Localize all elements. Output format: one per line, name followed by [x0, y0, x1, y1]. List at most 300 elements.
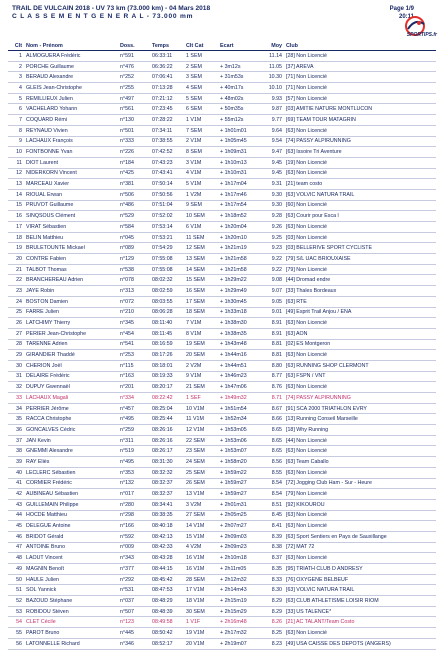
cell-time: 08:20:17 [152, 384, 173, 391]
cell-gap: + 1h20m10 [220, 234, 247, 241]
cell-speed: 11.05 [269, 63, 282, 70]
cell-name: RIOUAL Erwan [26, 191, 63, 198]
cell-name: PERRIER Jérôme [26, 405, 69, 412]
cell-rank: 13 [16, 181, 22, 188]
cell-bib: n°255 [120, 84, 134, 91]
cell-cat-rank: 8 SEM [186, 149, 202, 156]
cell-gap: + 2h14m43 [220, 587, 247, 594]
cell-gap: + 1h44m51 [220, 362, 247, 369]
cell-rank: 12 [16, 170, 22, 177]
cell-rank: 25 [16, 309, 22, 316]
cell-cat-rank: 3 SEM [186, 74, 202, 81]
cell-name: PORCHE Guillaume [26, 63, 74, 70]
cell-club: [13] Running Conseil Marseille [286, 416, 358, 423]
cell-name: BAZOUD Stéphane [26, 597, 73, 604]
cell-time: 08:03:55 [152, 298, 173, 305]
cell-cat-rank: 15 V1M [186, 533, 205, 540]
cell-bib: n°541 [120, 341, 134, 348]
cell-time: 08:40:18 [152, 523, 173, 530]
cell-name: PERIER Jean-Christophe [26, 330, 87, 337]
cell-cat-rank: 13 SEM [186, 255, 205, 262]
cell-club: [03] AMITIE NATURE MONTLUCON [286, 106, 373, 113]
cell-cat-rank: 17 SEM [186, 298, 205, 305]
table-row [8, 532, 436, 543]
cell-bib: n°089 [120, 245, 134, 252]
cell-gap: + 1h17m04 [220, 181, 247, 188]
cell-bib: n°166 [120, 523, 134, 530]
table-row [8, 190, 436, 201]
cell-speed: 8.41 [271, 523, 282, 530]
cell-gap: + 2h07m27 [220, 523, 247, 530]
cell-time: 08:02:59 [152, 287, 173, 294]
cell-rank: 33 [16, 394, 22, 401]
cell-cat-rank: 14 SEM [186, 266, 205, 273]
cell-cat-rank: 1 SEM [186, 52, 202, 59]
cell-time: 07:50:14 [152, 181, 173, 188]
cell-time: 08:19:33 [152, 373, 173, 380]
cell-time: 08:34:41 [152, 501, 173, 508]
cell-gap: + 2h15m29 [220, 608, 247, 615]
cell-club: [63] VOLVIC NATURA TRAIL [286, 191, 355, 198]
cell-rank: 3 [19, 74, 22, 81]
table-row [8, 233, 436, 244]
cell-rank: 42 [16, 491, 22, 498]
cell-bib: n°454 [120, 330, 134, 337]
cell-bib: n°507 [120, 608, 134, 615]
cell-rank: 30 [16, 362, 22, 369]
cell-club: [79] S/L UAC BRIOUXAISE [286, 255, 351, 262]
cell-club: [63] FSPN / VNT [286, 373, 326, 380]
cell-rank: 31 [16, 373, 22, 380]
table-row [8, 404, 436, 415]
cell-club: [74] PASSY ALPIRUNNING [286, 138, 351, 145]
cell-club: [28] Non Licencié [286, 52, 327, 59]
cell-time: 08:18:01 [152, 362, 173, 369]
cell-bib: n°592 [120, 533, 134, 540]
cell-club: [95] TRIATH CLUB D ANDRESY [286, 565, 363, 572]
cell-gap: + 1h38m30 [220, 320, 247, 327]
cell-gap: + 1h17m54 [220, 202, 247, 209]
cell-bib: n°072 [120, 298, 134, 305]
cell-bib: n°425 [120, 170, 134, 177]
cell-rank: 55 [16, 629, 22, 636]
cell-speed: 9.77 [271, 116, 282, 123]
cell-speed: 8.91 [271, 330, 282, 337]
cell-speed: 8.81 [271, 352, 282, 359]
cell-cat-rank: 7 SEM [186, 127, 202, 134]
cell-gap: + 1h59m22 [220, 469, 247, 476]
cell-rank: 9 [19, 138, 22, 145]
cell-gap: + 1h53m07 [220, 448, 247, 455]
cell-time: 08:45:42 [152, 576, 173, 583]
cell-gap: + 1h10m13 [220, 159, 247, 166]
cell-gap: + 1h59m27 [220, 480, 247, 487]
cell-bib: n°045 [120, 234, 134, 241]
cell-club: [74] PASSY ALPIRUNNING [286, 394, 351, 401]
cell-gap: + 2h12m32 [220, 576, 247, 583]
cell-gap: + 2h05m25 [220, 512, 247, 519]
cell-time: 08:32:37 [152, 480, 173, 487]
cell-cat-rank: 11 SEM [186, 234, 205, 241]
cell-gap: + 1h33m18 [220, 309, 247, 316]
cell-gap: + 1h09m31 [220, 149, 247, 156]
table-row [8, 361, 436, 372]
cell-rank: 29 [16, 352, 22, 359]
cell-gap: + 55m12s [220, 116, 244, 123]
cell-cat-rank: 24 SEM [186, 458, 205, 465]
cell-rank: 16 [16, 213, 22, 220]
cell-name: NIDERKORN Vincent [26, 170, 77, 177]
cell-name: BERAUD Alexandre [26, 74, 74, 81]
cell-club: [18] Why Running [286, 426, 329, 433]
cell-club: [63] Sport Sentiers en Pays de Sauxillange [286, 533, 387, 540]
cell-cat-rank: 1 V1M [186, 116, 202, 123]
cell-time: 08:16:59 [152, 341, 173, 348]
cell-speed: 9.93 [271, 95, 282, 102]
cell-name: VIRAT Sébastien [26, 223, 67, 230]
cell-rank: 27 [16, 330, 22, 337]
cell-name: RAY Eliès [26, 458, 50, 465]
cell-name: REMILLIEUX Julien [26, 95, 73, 102]
cell-speed: 9.22 [271, 266, 282, 273]
cell-time: 08:49:58 [152, 619, 173, 626]
cell-speed: 9.30 [271, 191, 282, 198]
table-row [8, 596, 436, 607]
cell-club: [33] US TALENCE* [286, 608, 332, 615]
cell-gap: + 1h01m01 [220, 127, 247, 134]
table-row [8, 275, 436, 286]
cell-time: 07:43:41 [152, 170, 173, 177]
cell-speed: 8.54 [271, 491, 282, 498]
cell-cat-rank: 19 V1M [186, 629, 205, 636]
cell-speed: 8.30 [271, 587, 282, 594]
cell-rank: 14 [16, 191, 22, 198]
cell-time: 07:55:08 [152, 255, 173, 262]
cell-bib: n°129 [120, 255, 134, 262]
table-row [8, 62, 436, 73]
cell-time: 07:28:22 [152, 116, 173, 123]
cell-bib: n°377 [120, 565, 134, 572]
cell-gap: + 1h52m34 [220, 416, 247, 423]
cell-cat-rank: 2 SEM [186, 63, 202, 70]
cell-speed: 9.45 [271, 159, 282, 166]
cell-name: CONTRE Fabien [26, 255, 67, 262]
table-row [8, 222, 436, 233]
cell-time: 07:13:28 [152, 84, 173, 91]
table-row [8, 372, 436, 383]
results-table [8, 41, 436, 650]
cell-speed: 11.14 [269, 52, 282, 59]
cell-name: GONCALVES Cédric [26, 426, 76, 433]
table-row [8, 543, 436, 554]
cell-speed: 8.38 [271, 544, 282, 551]
cell-cat-rank: 1 V1F [186, 619, 201, 626]
cell-gap: + 2h11m05 [220, 565, 247, 572]
cell-club: [63] Non Licencié [286, 512, 327, 519]
table-row [8, 147, 436, 158]
cell-club: [79] Non Licencié [286, 266, 327, 273]
table-row [8, 575, 436, 586]
cell-cat-rank: 2 V2M [186, 362, 202, 369]
cell-time: 08:43:28 [152, 555, 173, 562]
cell-bib: n°115 [120, 362, 134, 369]
cell-name: PAROT Bruno [26, 629, 60, 636]
cell-rank: 46 [16, 533, 22, 540]
cell-club: [72] MAT 72 [286, 544, 315, 551]
cell-club: [02] ES Montgeron [286, 341, 331, 348]
cell-rank: 26 [16, 320, 22, 327]
cell-cat-rank: 4 V1M [186, 170, 202, 177]
cell-rank: 45 [16, 523, 22, 530]
table-row [8, 297, 436, 308]
table-row [8, 585, 436, 596]
cell-bib: n°253 [120, 352, 134, 359]
cell-rank: 56 [16, 640, 22, 647]
cell-bib: n°584 [120, 223, 134, 230]
cell-rank: 8 [19, 127, 22, 134]
table-row [8, 414, 436, 425]
cell-club: [63] AON [286, 330, 308, 337]
table-row [8, 169, 436, 180]
cell-speed: 8.54 [271, 480, 282, 487]
table-row [8, 179, 436, 190]
cell-speed: 8.35 [271, 565, 282, 572]
report-header [12, 5, 210, 21]
table-row [8, 553, 436, 564]
cell-club: [60] Non Licencié [286, 202, 327, 209]
cell-name: LAOUT Vincent [26, 555, 63, 562]
cell-time: 08:44:15 [152, 565, 173, 572]
cell-speed: 9.87 [271, 106, 282, 113]
cell-club: [19] Non Licencié [286, 159, 327, 166]
table-row [8, 201, 436, 212]
table-row [8, 564, 436, 575]
cell-name: DUPUY Gwennaël [26, 384, 70, 391]
cell-name: FONTBONNE Yvan [26, 149, 73, 156]
cell-rank: 35 [16, 416, 22, 423]
cell-cat-rank: 21 SEM [186, 384, 205, 391]
cell-time: 08:52:17 [152, 640, 173, 647]
cell-rank: 47 [16, 544, 22, 551]
cell-bib: n°132 [120, 480, 134, 487]
cell-gap: + 1h43m48 [220, 341, 247, 348]
cell-club: [76] OXYGENE BELBEUF [286, 576, 349, 583]
cell-bib: n°259 [120, 426, 134, 433]
cell-cat-rank: 5 V1M [186, 181, 202, 188]
cell-speed: 9.47 [271, 149, 282, 156]
cell-rank: 54 [16, 619, 22, 626]
cell-time: 08:22:42 [152, 394, 173, 401]
table-row [8, 104, 436, 115]
cell-club: [63] Non Licencié [286, 170, 327, 177]
cell-name: LACHAUX François [26, 138, 73, 145]
cell-time: 07:34:11 [152, 127, 173, 134]
cell-rank: 23 [16, 287, 22, 294]
cell-cat-rank: 28 SEM [186, 576, 205, 583]
cell-gap: + 1h20m04 [220, 223, 247, 230]
cell-time: 08:32:32 [152, 469, 173, 476]
cell-name: BRANCHEREAU Adrien [26, 277, 84, 284]
cell-rank: 38 [16, 448, 22, 455]
cell-name: CLET Cécile [26, 619, 56, 626]
cell-rank: 44 [16, 512, 22, 519]
cell-rank: 2 [19, 63, 22, 70]
cell-cat-rank: 26 SEM [186, 480, 205, 487]
cell-speed: 8.56 [271, 458, 282, 465]
cell-time: 08:06:28 [152, 309, 173, 316]
cell-cat-rank: 23 SEM [186, 448, 205, 455]
cell-speed: 8.29 [271, 608, 282, 615]
cell-time: 08:48:39 [152, 608, 173, 615]
cell-bib: n°495 [120, 416, 134, 423]
cell-speed: 9.54 [271, 138, 282, 145]
cell-gap: + 1h44m16 [220, 352, 247, 359]
cell-speed: 8.77 [271, 373, 282, 380]
cell-cat-rank: 6 V1M [186, 223, 202, 230]
cell-bib: n°078 [120, 277, 134, 284]
table-row [8, 243, 436, 254]
cell-rank: 11 [16, 159, 22, 166]
cell-cat-rank: 3 V2M [186, 501, 202, 508]
cell-speed: 8.26 [271, 619, 282, 626]
cell-name: GNEMMI Alexandre [26, 448, 73, 455]
cell-club: [63] Non Licencié [286, 629, 327, 636]
cell-cat-rank: 22 SEM [186, 437, 205, 444]
table-row [8, 511, 436, 522]
cell-speed: 8.39 [271, 533, 282, 540]
cell-bib: n°017 [120, 491, 134, 498]
cell-rank: 37 [16, 437, 22, 444]
cell-rank: 49 [16, 565, 22, 572]
cell-club: [03] BELLERIVE SPORT CYCLISTE [286, 245, 373, 252]
cell-gap: + 1h05m45 [220, 138, 247, 145]
cell-bib: n°343 [120, 555, 134, 562]
cell-cat-rank: 14 V1M [186, 523, 205, 530]
cell-bib: n°519 [120, 448, 134, 455]
cell-bib: n°457 [120, 405, 134, 412]
logo-text: SPORTIPS.fr [406, 32, 437, 38]
cell-name: GLEIS Jean-Christophe [26, 84, 82, 91]
cell-rank: 10 [16, 149, 22, 156]
cell-rank: 5 [19, 95, 22, 102]
cell-gap: + 2h01m31 [220, 501, 247, 508]
cell-rank: 7 [19, 116, 22, 123]
cell-bib: n°311 [120, 437, 134, 444]
cell-cat-rank: 12 V1M [186, 426, 205, 433]
cell-bib: n°210 [120, 309, 134, 316]
cell-cat-rank: 1 SEF [186, 394, 201, 401]
cell-cat-rank: 8 V1M [186, 330, 202, 337]
cell-gap: + 1h58m20 [220, 458, 247, 465]
cell-time: 07:54:29 [152, 245, 173, 252]
cell-club: [63] Non Licencié [286, 352, 327, 359]
cell-rank: 18 [16, 234, 22, 241]
ranking-subtitle: C L A S S E M E N T G E N E R A L - 73.000 mm [12, 13, 194, 20]
cell-bib: n°130 [120, 116, 134, 123]
table-row [8, 628, 436, 639]
cell-rank: 24 [16, 298, 22, 305]
cell-speed: 8.65 [271, 448, 282, 455]
cell-club: [63] Courir pour Esca l [286, 213, 339, 220]
cell-name: MARCEAU Xavier [26, 181, 69, 188]
cell-speed: 9.31 [271, 181, 282, 188]
cell-name: BELIN Matthieu [26, 234, 64, 241]
cell-speed: 8.67 [271, 405, 282, 412]
table-row [8, 318, 436, 329]
cell-bib: n°009 [120, 544, 134, 551]
cell-time: 07:51:04 [152, 202, 173, 209]
table-row [8, 308, 436, 319]
cell-time: 08:47:53 [152, 587, 173, 594]
cell-speed: 8.65 [271, 426, 282, 433]
cell-cat-rank: 10 SEM [186, 213, 205, 220]
table-row [8, 51, 436, 62]
cell-gap: + 1h29m22 [220, 277, 247, 284]
cell-gap: + 1h30m45 [220, 298, 247, 305]
cell-name: LATCHIMY Thierry [26, 320, 71, 327]
cell-speed: 8.76 [271, 384, 282, 391]
cell-gap: + 2h09m23 [220, 544, 247, 551]
table-row [8, 137, 436, 148]
cell-name: REYNAUD Vivien [26, 127, 68, 134]
table-row [8, 350, 436, 361]
cell-time: 07:06:41 [152, 74, 173, 81]
table-row [8, 489, 436, 500]
table-row [8, 340, 436, 351]
cell-speed: 8.66 [271, 416, 282, 423]
cell-speed: 9.25 [271, 234, 282, 241]
cell-bib: n°334 [120, 394, 134, 401]
table-row [8, 329, 436, 340]
table-header [8, 41, 436, 51]
cell-bib: n°333 [120, 138, 134, 145]
cell-bib: n°123 [120, 619, 134, 626]
cell-gap: + 1h51m54 [220, 405, 247, 412]
cell-gap: + 2h16m48 [220, 619, 247, 626]
print-time: 20:11 [398, 14, 414, 20]
cell-time: 07:21:12 [152, 95, 173, 102]
cell-club: [63] Non Licencié [286, 127, 327, 134]
cell-speed: 9.26 [271, 223, 282, 230]
cell-speed: 8.51 [271, 501, 282, 508]
cell-name: BOSTON Damien [26, 298, 68, 305]
cell-bib: n°184 [120, 159, 134, 166]
cell-club: [71] Non Licencié [286, 74, 327, 81]
cell-gap: + 1h21m58 [220, 255, 247, 262]
cell-club: [63] RTE [286, 298, 307, 305]
cell-name: GIRANDIER Thaddé [26, 352, 75, 359]
cell-bib: n°486 [120, 202, 134, 209]
cell-club: [57] Non Licencié [286, 95, 327, 102]
col-speed: Moy [271, 42, 282, 49]
cell-cat-rank: 15 SEM [186, 277, 205, 284]
cell-cat-rank: 30 SEM [186, 608, 205, 615]
cell-name: SOL Yannick [26, 587, 57, 594]
cell-time: 08:50:42 [152, 629, 173, 636]
cell-time: 08:42:33 [152, 544, 173, 551]
cell-speed: 8.65 [271, 437, 282, 444]
cell-club: [37] AREVA [286, 63, 314, 70]
cell-gap: + 1h18m52 [220, 213, 247, 220]
cell-gap: + 1h53m05 [220, 426, 247, 433]
cell-time: 08:48:29 [152, 597, 173, 604]
cell-bib: n°298 [120, 512, 134, 519]
cell-name: FARRE Julien [26, 309, 59, 316]
cell-cat-rank: 19 SEM [186, 341, 205, 348]
cell-gap: + 1h10m31 [220, 170, 247, 177]
cell-time: 07:42:52 [152, 149, 173, 156]
cell-name: CORMIER Frédéric [26, 480, 72, 487]
